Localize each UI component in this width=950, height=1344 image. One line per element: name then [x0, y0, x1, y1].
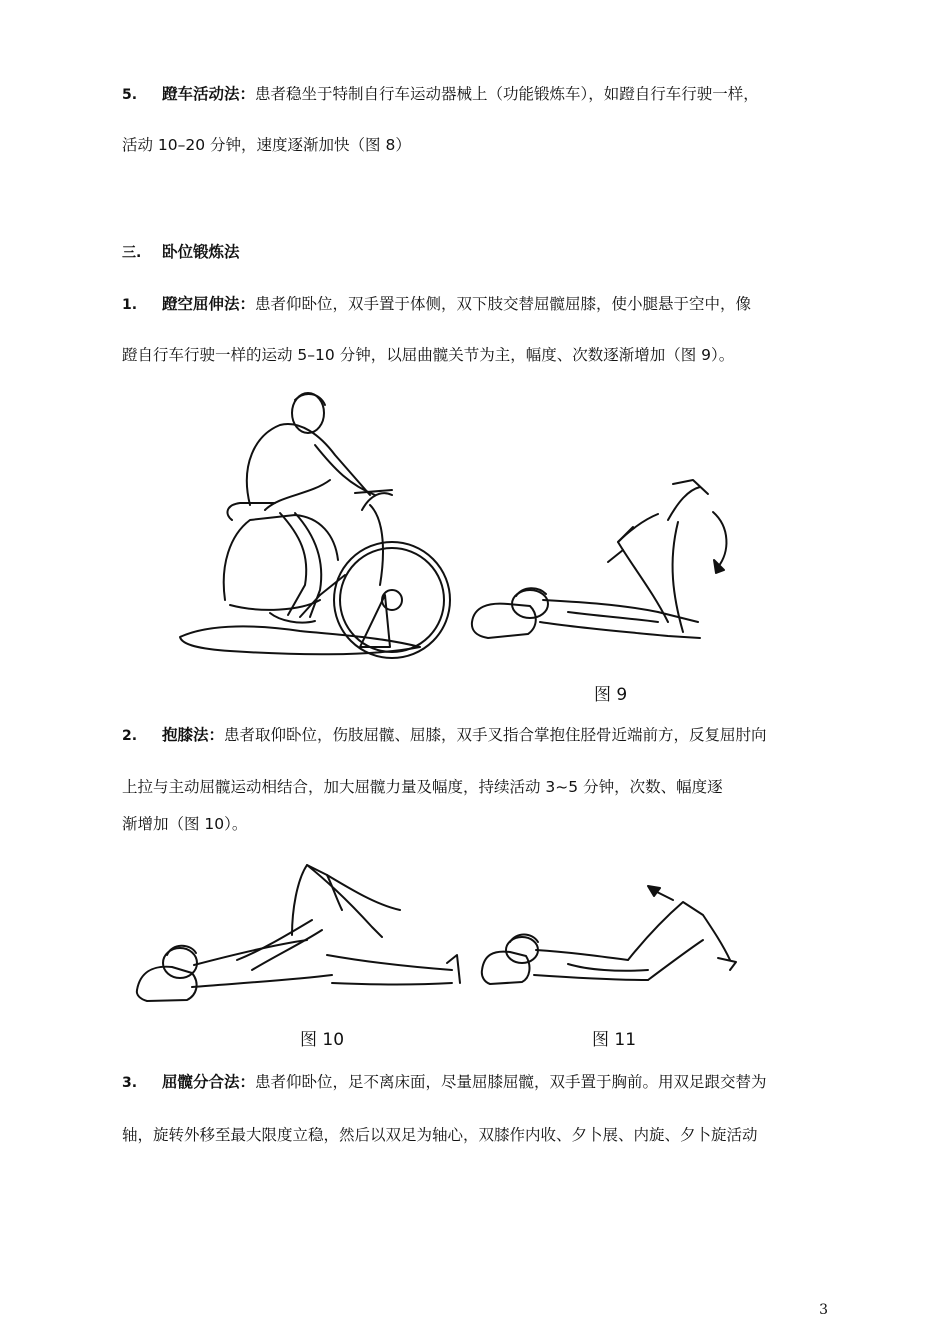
item-3-text-2: 轴，旋转外移至最大限度立稳，然后以双足为轴心，双膝作内收、夕卜展、内旋、夕卜旋活动 — [122, 1126, 758, 1144]
figure-exercise-bike-illustration — [170, 385, 460, 665]
item-3-number: 3. — [122, 1075, 138, 1091]
section-5-line-1 — [122, 84, 759, 105]
figure-10-caption: 图 10 — [300, 1030, 345, 1050]
figure-11-knee-flexion-illustration — [478, 880, 748, 1000]
item-1-line-1 — [122, 294, 751, 315]
section-5-number: 5. — [122, 87, 138, 103]
heading-3-number: 三. — [122, 245, 142, 261]
item-2-text-3: 渐增加（图 10）。 — [122, 815, 248, 833]
item-1-text-1: 患者仰卧位，双手置于体侧，双下肢交替屈髋屈膝，使小腿悬于空中，像 — [255, 295, 752, 313]
item-1-text-2: 蹬自行车行驶一样的运动 5–10 分钟，以屈曲髋关节为主，幅度、次数逐渐增加（图 9）。 — [122, 346, 735, 364]
item-2-line-1 — [122, 725, 767, 746]
item-2-title: 抱膝法： — [162, 726, 225, 744]
section-5-text-1: 患者稳坐于特制自行车运动器械上（功能锻炼车），如蹬自行车行驶一样， — [255, 85, 759, 103]
page-number: 3 — [819, 1302, 828, 1318]
item-3-line-1 — [122, 1072, 767, 1093]
figure-9-supine-pedaling-illustration — [468, 472, 738, 652]
section-5-title: 蹬车活动法： — [162, 85, 256, 103]
item-2-text-1: 患者取仰卧位，伤肢屈髋、屈膝，双手叉指合掌抱住胫骨近端前方，反复屈肘向 — [224, 726, 767, 744]
item-2-text-2: 上拉与主动屈髋运动相结合，加大屈髋力量及幅度，持续活动 3~5 分钟，次数、幅度逐 — [122, 778, 723, 796]
heading-3 — [122, 242, 240, 263]
item-1-title: 蹬空屈伸法： — [162, 295, 256, 313]
figure-10-knee-hug-illustration — [132, 855, 462, 1005]
item-3-title: 屈髋分合法： — [162, 1073, 256, 1091]
section-5-text-2: 活动 10–20 分钟，速度逐渐加快（图 8） — [122, 136, 411, 154]
heading-3-title: 卧位锻炼法 — [162, 243, 240, 261]
figure-11-caption: 图 11 — [592, 1030, 637, 1050]
item-2-number: 2. — [122, 728, 138, 744]
figure-9-caption: 图 9 — [594, 685, 628, 705]
item-1-number: 1. — [122, 297, 138, 313]
item-3-text-1: 患者仰卧位，足不离床面，尽量屈膝屈髋，双手置于胸前。用双足跟交替为 — [255, 1073, 767, 1091]
